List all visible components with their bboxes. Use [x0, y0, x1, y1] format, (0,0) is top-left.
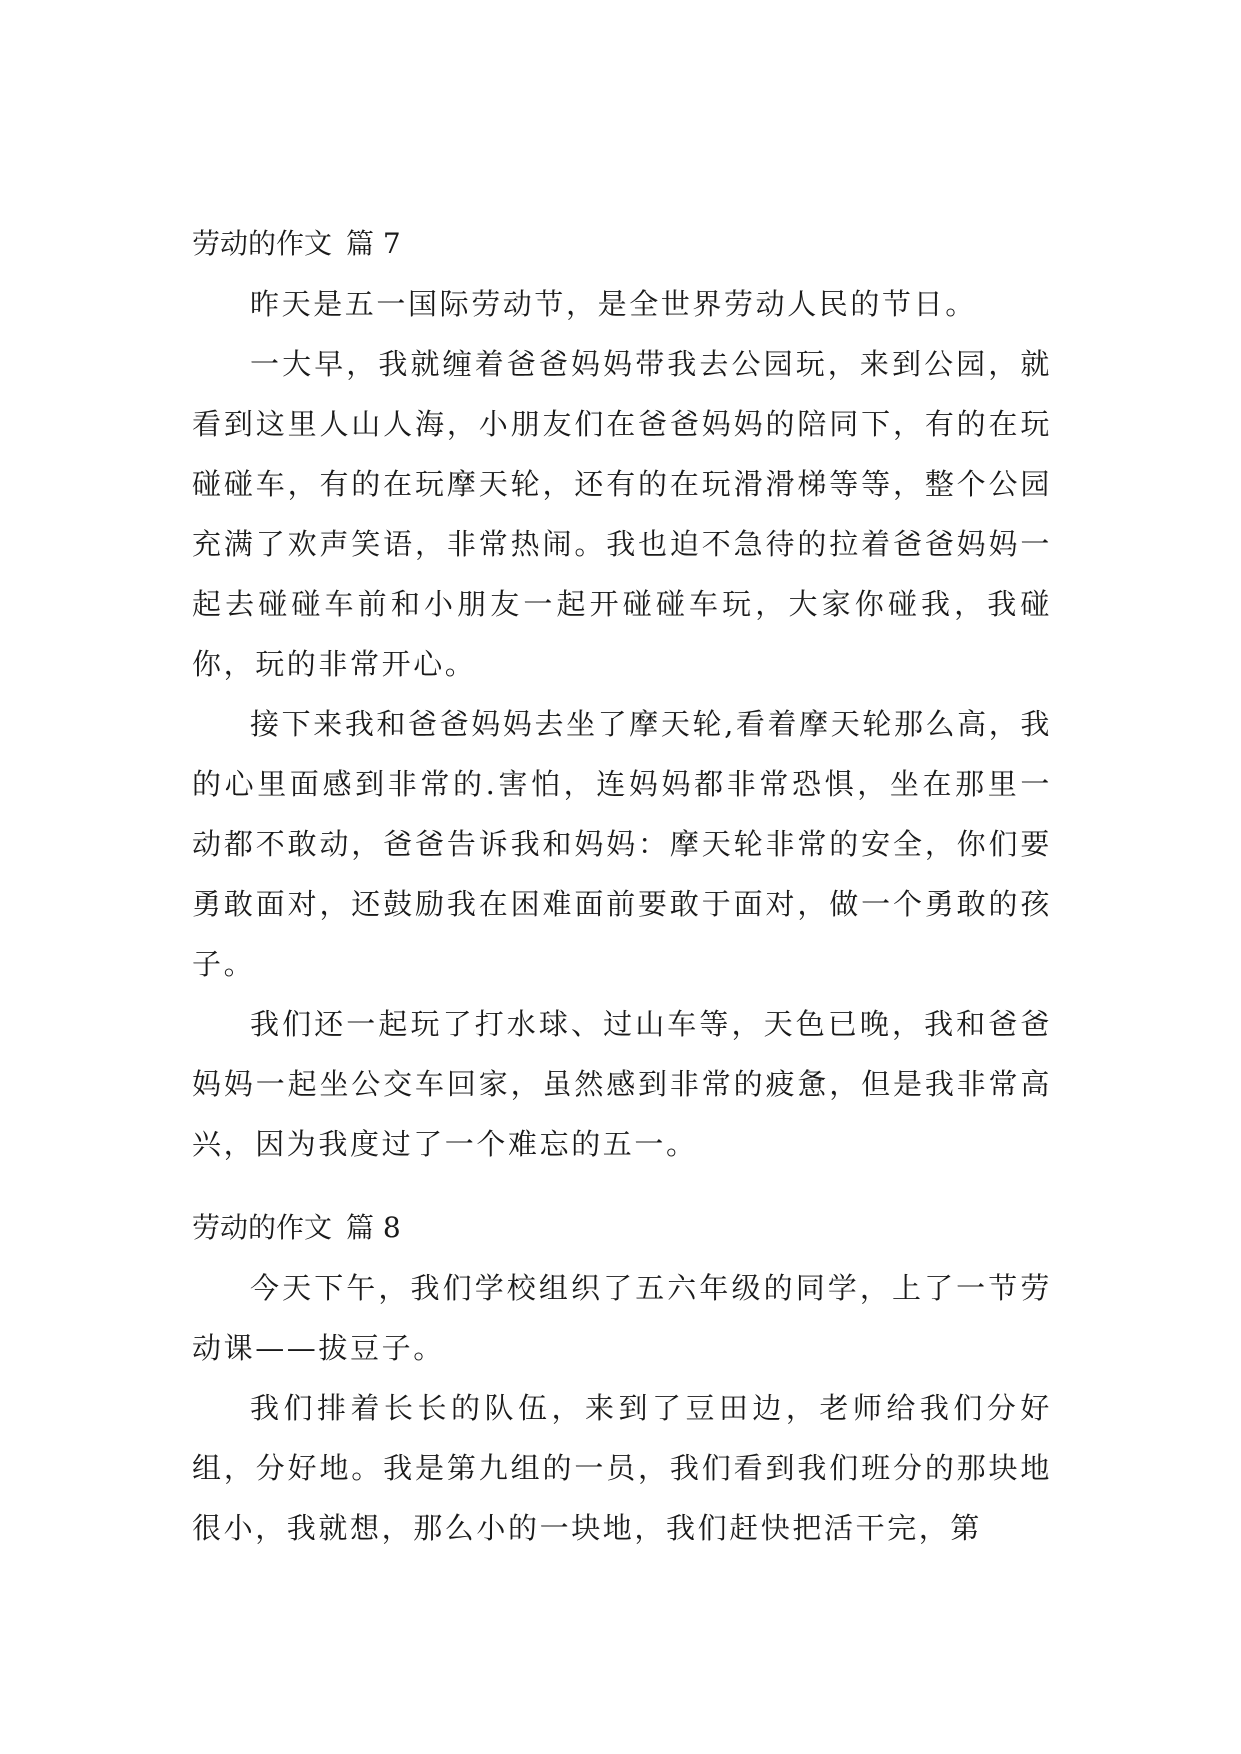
section-heading — [192, 1206, 1052, 1250]
heading-title: 劳动的作文 — [192, 1211, 333, 1244]
essay-section-8 — [192, 1206, 1052, 1558]
heading-number: 篇 7 — [346, 227, 401, 260]
section-heading — [192, 222, 1052, 266]
paragraph: 接下来我和爸爸妈妈去坐了摩天轮,看着摩天轮那么高，我的心里面感到非常的.害怕，连妈妈都非常恐惧，坐在那里一动都不敢动，爸爸告诉我和妈妈：摩天轮非常的安全，你们要勇敢面对，还鼓励我在困难面前要敢于面对，做一个勇敢的孩子。 — [192, 707, 1052, 981]
paragraph: 今天下午，我们学校组织了五六年级的同学，上了一节劳动课——拔豆子。 — [192, 1271, 1052, 1365]
heading-title: 劳动的作文 — [192, 227, 333, 260]
paragraph: 一大早，我就缠着爸爸妈妈带我去公园玩，来到公园，就看到这里人山人海，小朋友们在爸爸妈妈的陪同下，有的在玩碰碰车，有的在玩摩天轮，还有的在玩滑滑梯等等，整个公园充满了欢声笑语，非常热闹。我也迫不急待的拉着爸爸妈妈一起去碰碰车前和小朋友一起开碰碰车玩，大家你碰我，我碰你，玩的非常开心。 — [192, 347, 1052, 681]
paragraph: 我们还一起玩了打水球、过山车等，天色已晚，我和爸爸妈妈一起坐公交车回家，虽然感到非常的疲惫，但是我非常高兴，因为我度过了一个难忘的五一。 — [192, 1007, 1052, 1161]
paragraph: 昨天是五一国际劳动节，是全世界劳动人民的节日。 — [250, 287, 977, 321]
paragraph: 我们排着长长的队伍，来到了豆田边，老师给我们分好组，分好地。我是第九组的一员，我们看到我们班分的那块地很小，我就想，那么小的一块地，我们赶快把活干完，第 — [192, 1391, 1052, 1545]
essay-section-7 — [192, 222, 1052, 1174]
heading-number: 篇 8 — [346, 1211, 401, 1244]
